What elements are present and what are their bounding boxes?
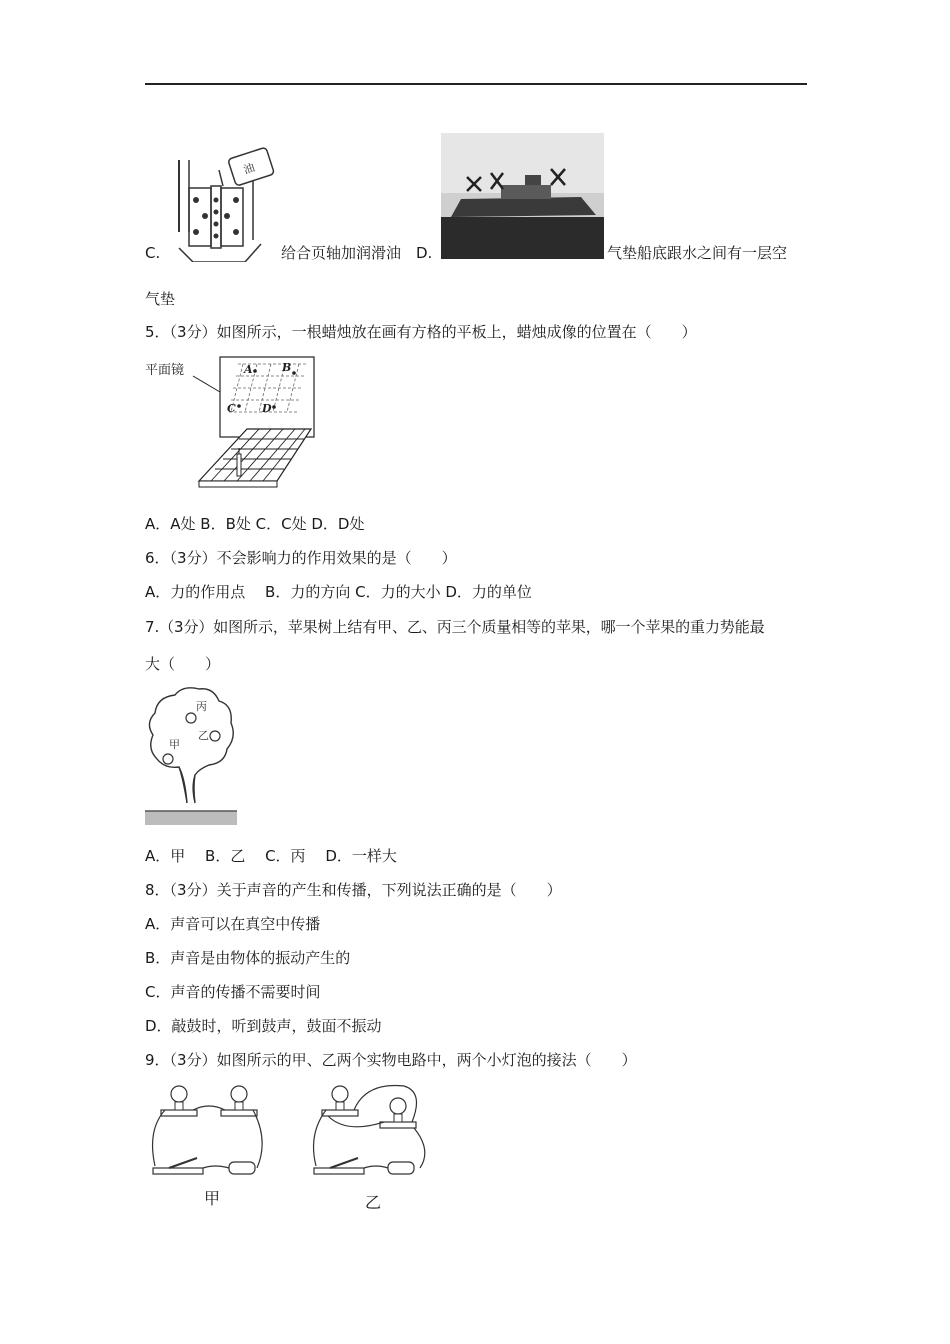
- oil-can-label: 油: [241, 160, 257, 177]
- q5-options: A．A处 B．B处 C．C处 D．D处: [145, 515, 365, 533]
- q5-stem: 5．（3分）如图所示，一根蜡烛放在画有方格的平板上，蜡烛成像的位置在（ ）: [145, 323, 697, 341]
- point-b-label: B: [282, 361, 292, 374]
- q8-option-d: D．敲鼓时，听到鼓声，鼓面不振动: [145, 1017, 382, 1035]
- point-d-label: D: [262, 402, 272, 415]
- point-a-label: A: [244, 363, 253, 376]
- apple-bing-label: 丙: [196, 700, 207, 713]
- q4-option-d-label: D.: [416, 244, 433, 262]
- q4-option-d-text-cont: 气垫: [145, 290, 176, 308]
- q9-stem: 9．（3分）如图所示的甲、乙两个实物电路中，两个小灯泡的接法（ ）: [145, 1051, 637, 1069]
- q7-stem: 7.（3分）如图所示，苹果树上结有甲、乙、丙三个质量相等的苹果，哪一个苹果的重力势能最: [145, 618, 765, 636]
- header-rule: [145, 83, 807, 85]
- circuit-yi-figure: [306, 1078, 436, 1180]
- q8-option-a: A．声音可以在真空中传播: [145, 915, 321, 933]
- point-c-label: C: [227, 402, 236, 415]
- plane-mirror-label: 平面镜: [145, 363, 185, 378]
- q6-options: A．力的作用点 B．力的方向 C．力的大小 D．力的单位: [145, 583, 532, 601]
- hovercraft-photo: [441, 133, 604, 259]
- q4-option-d-text: 气垫船底跟水之间有一层空: [607, 244, 788, 262]
- point-b-marker: [292, 371, 296, 375]
- circuit-jia-figure: [145, 1080, 270, 1180]
- hinge-oil-figure: [165, 140, 277, 262]
- apple-tree-figure: [143, 683, 239, 831]
- apple-yi-label: 乙: [198, 729, 209, 742]
- mirror-grid-figure: [143, 354, 323, 494]
- q7-stem-cont: 大（ ）: [145, 655, 221, 673]
- q8-stem: 8．（3分）关于声音的产生和传播，下列说法正确的是（ ）: [145, 881, 562, 899]
- point-d-marker: [272, 405, 276, 409]
- q4-option-c-label: C.: [145, 244, 161, 262]
- q4-option-c-text: 给合页轴加润滑油: [281, 244, 402, 262]
- q7-options: A．甲 B．乙 C．丙 D．一样大: [145, 847, 397, 865]
- q8-option-c: C．声音的传播不需要时间: [145, 983, 321, 1001]
- point-a-marker: [253, 369, 257, 373]
- circuit-yi-caption: 乙: [365, 1193, 382, 1212]
- point-c-marker: [237, 404, 241, 408]
- q8-option-b: B．声音是由物体的振动产生的: [145, 949, 351, 967]
- circuit-jia-caption: 甲: [204, 1189, 221, 1208]
- apple-jia-label: 甲: [169, 738, 180, 751]
- q6-stem: 6．（3分）不会影响力的作用效果的是（ ）: [145, 549, 457, 567]
